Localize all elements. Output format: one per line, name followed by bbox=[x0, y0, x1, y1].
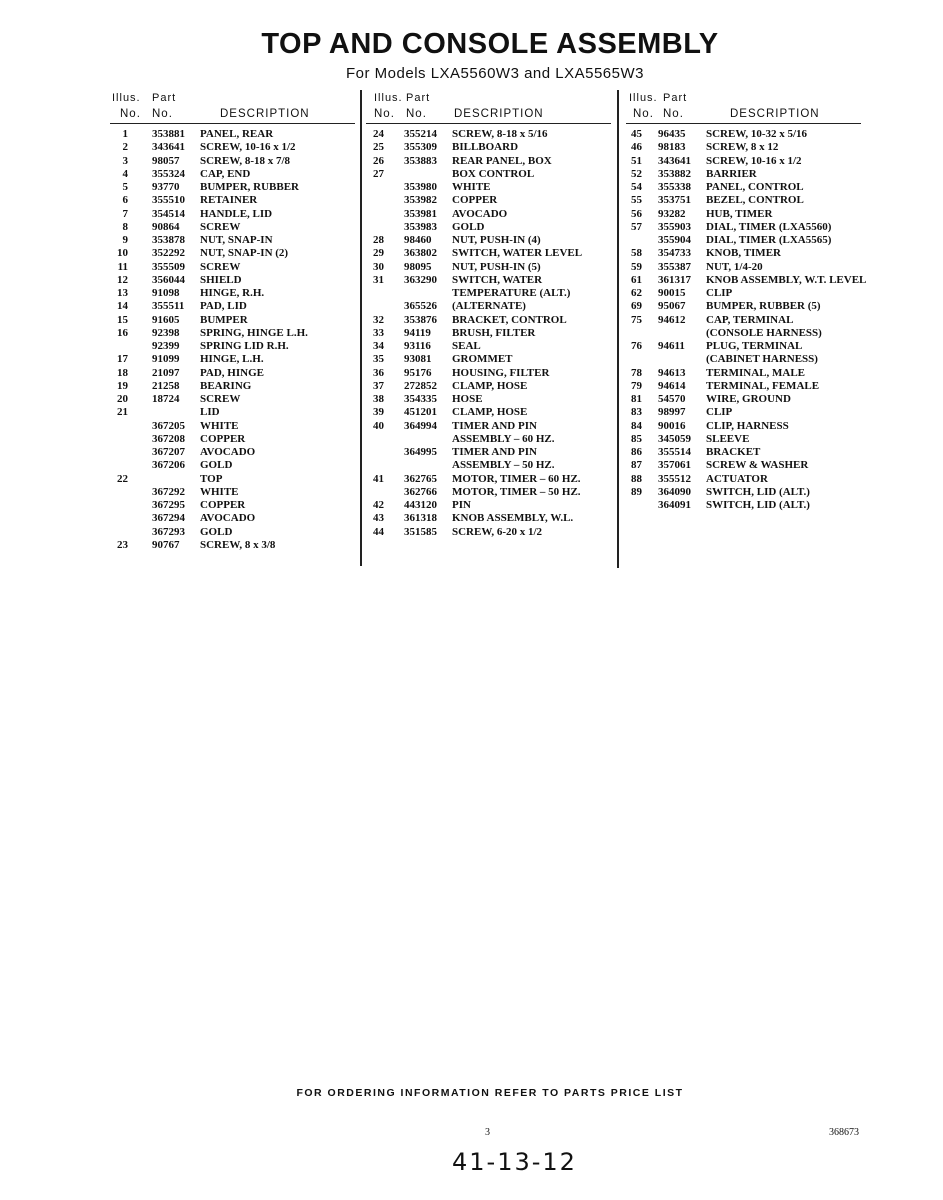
part-description: CLIP bbox=[706, 287, 733, 299]
part-number: 91099 bbox=[152, 353, 180, 366]
illus-number: 46 bbox=[631, 141, 642, 154]
illus-number: 19 bbox=[117, 379, 128, 392]
part-number: 94611 bbox=[658, 340, 685, 352]
part-description: PIN bbox=[452, 499, 471, 511]
illus-number: 21 bbox=[117, 406, 128, 419]
part-description: CLIP bbox=[706, 406, 733, 419]
part-number: 90016 bbox=[658, 419, 686, 432]
part-number: 355338 bbox=[658, 181, 691, 193]
part-number: 363802 bbox=[404, 247, 437, 260]
illus-number: 84 bbox=[631, 419, 642, 432]
header-description: DESCRIPTION bbox=[454, 108, 544, 120]
part-number: 351585 bbox=[404, 525, 437, 538]
part-number: 355904 bbox=[658, 234, 691, 246]
illus-number: 28 bbox=[373, 234, 384, 246]
part-number: 18724 bbox=[152, 393, 180, 405]
part-number: 364995 bbox=[404, 446, 437, 458]
part-description: DIAL, TIMER (LXA5560) bbox=[706, 220, 832, 233]
part-number: 98997 bbox=[658, 406, 686, 419]
part-number: 98057 bbox=[152, 154, 180, 167]
header-illus: Illus. bbox=[374, 92, 403, 104]
part-description: BRACKET bbox=[706, 446, 761, 458]
part-description: TIMER AND PIN bbox=[452, 446, 537, 458]
part-number: 353883 bbox=[404, 154, 437, 167]
part-number: 93116 bbox=[404, 340, 431, 352]
illus-number: 20 bbox=[117, 393, 128, 405]
part-description: TEMPERATURE (ALT.) bbox=[452, 287, 571, 299]
part-number: 96435 bbox=[658, 128, 686, 140]
header-description: DESCRIPTION bbox=[220, 108, 310, 120]
illus-number: 40 bbox=[373, 419, 384, 432]
illus-number: 10 bbox=[117, 247, 128, 260]
illus-number: 75 bbox=[631, 313, 642, 326]
part-description: BEARING bbox=[200, 379, 252, 392]
part-description: GOLD bbox=[452, 220, 485, 233]
part-description: KNOB ASSEMBLY, W.L. bbox=[452, 512, 574, 525]
illus-number: 6 bbox=[122, 194, 128, 207]
part-number: 98460 bbox=[404, 234, 432, 246]
part-description: MOTOR, TIMER – 50 HZ. bbox=[452, 485, 581, 498]
illus-number: 79 bbox=[631, 379, 642, 392]
illus-number: 51 bbox=[631, 154, 642, 167]
part-number: 93282 bbox=[658, 207, 686, 220]
part-description: MOTOR, TIMER – 60 HZ. bbox=[452, 472, 581, 485]
illus-number: 2 bbox=[122, 141, 128, 154]
illus-number: 30 bbox=[373, 260, 384, 273]
illus-number: 89 bbox=[631, 485, 642, 498]
part-description: CLAMP, HOSE bbox=[452, 406, 528, 419]
part-number: 364994 bbox=[404, 419, 437, 432]
part-description: CLIP, HARNESS bbox=[706, 419, 789, 432]
part-description: SWITCH, WATER LEVEL bbox=[452, 247, 583, 260]
part-number: 93081 bbox=[404, 353, 432, 366]
illus-number: 16 bbox=[117, 326, 128, 339]
part-description: SHIELD bbox=[200, 273, 242, 286]
header-part-no: No. bbox=[406, 108, 427, 120]
page-number: 3 bbox=[485, 1127, 490, 1138]
part-number: 367294 bbox=[152, 512, 185, 525]
part-description: CLAMP, HOSE bbox=[452, 379, 528, 392]
column-divider bbox=[360, 90, 362, 566]
header-part-no: No. bbox=[663, 108, 684, 120]
part-description: HINGE, R.H. bbox=[200, 287, 265, 299]
header-illus-no: No. bbox=[374, 108, 395, 120]
part-number: 355214 bbox=[404, 128, 437, 140]
part-number: 367205 bbox=[152, 419, 185, 432]
part-description: SCREW, 8-18 x 7/8 bbox=[200, 154, 291, 167]
part-description: SCREW & WASHER bbox=[706, 459, 809, 472]
part-description: PAD, LID bbox=[200, 300, 247, 313]
header-illus-no: No. bbox=[633, 108, 654, 120]
part-description: COPPER bbox=[452, 194, 498, 207]
part-description: ASSEMBLY – 60 HZ. bbox=[452, 432, 555, 445]
illus-number: 41 bbox=[373, 472, 384, 485]
part-number: 272852 bbox=[404, 379, 437, 392]
illus-number: 62 bbox=[631, 287, 642, 299]
part-number: 355511 bbox=[152, 300, 185, 313]
header-rule bbox=[110, 123, 355, 124]
part-description: HANDLE, LID bbox=[200, 207, 273, 220]
illus-number: 81 bbox=[631, 393, 642, 405]
part-description: NUT, PUSH-IN (4) bbox=[452, 234, 541, 246]
header-illus-no: No. bbox=[120, 108, 141, 120]
illus-number: 4 bbox=[122, 167, 128, 180]
part-description: HOSE bbox=[452, 393, 483, 405]
part-description: PLUG, TERMINAL bbox=[706, 340, 803, 352]
part-number: 354335 bbox=[404, 393, 437, 405]
part-description: SCREW, 10-32 x 5/16 bbox=[706, 128, 808, 140]
page-title: TOP AND CONSOLE ASSEMBLY bbox=[261, 28, 719, 60]
part-description: SLEEVE bbox=[706, 432, 750, 445]
illus-number: 25 bbox=[373, 141, 384, 154]
part-number: 362765 bbox=[404, 472, 437, 485]
part-number: 355309 bbox=[404, 141, 437, 154]
illus-number: 37 bbox=[373, 379, 384, 392]
illus-number: 22 bbox=[117, 472, 128, 485]
part-number: 353878 bbox=[152, 234, 185, 246]
part-number: 352292 bbox=[152, 247, 185, 260]
part-number: 92399 bbox=[152, 340, 180, 352]
part-number: 95176 bbox=[404, 366, 432, 379]
part-description: GOLD bbox=[200, 459, 233, 472]
illus-number: 5 bbox=[122, 181, 128, 193]
part-description: PAD, HINGE bbox=[200, 366, 264, 379]
part-description: BOX CONTROL bbox=[452, 167, 535, 180]
part-description: SCREW, 8 x 12 bbox=[706, 141, 779, 154]
part-number: 354733 bbox=[658, 247, 691, 260]
part-description: SPRING LID R.H. bbox=[200, 340, 289, 352]
part-description: TOP bbox=[200, 472, 223, 485]
part-number: 367207 bbox=[152, 446, 185, 458]
part-description: WHITE bbox=[200, 485, 239, 498]
part-description: CAP, END bbox=[200, 167, 251, 180]
part-description: BRUSH, FILTER bbox=[452, 326, 536, 339]
part-description: GOLD bbox=[200, 525, 233, 538]
part-description: SCREW bbox=[200, 393, 241, 405]
part-description: BARRIER bbox=[706, 167, 757, 180]
part-description: BUMPER bbox=[200, 313, 248, 326]
part-number: 91605 bbox=[152, 313, 180, 326]
models-subtitle: For Models LXA5560W3 and LXA5565W3 bbox=[346, 65, 644, 82]
illus-number: 9 bbox=[122, 234, 128, 246]
header-part: Part bbox=[663, 92, 688, 104]
header-part-no: No. bbox=[152, 108, 173, 120]
header-illus: Illus. bbox=[629, 92, 658, 104]
header-part: Part bbox=[152, 92, 177, 104]
part-description: SCREW, 6-20 x 1/2 bbox=[452, 525, 543, 538]
part-description: TERMINAL, FEMALE bbox=[706, 379, 820, 392]
part-number: 355903 bbox=[658, 220, 691, 233]
part-description: SWITCH, LID (ALT.) bbox=[706, 499, 810, 511]
header-description: DESCRIPTION bbox=[730, 108, 820, 120]
part-number: 356044 bbox=[152, 273, 185, 286]
part-number: 443120 bbox=[404, 499, 437, 511]
illus-number: 38 bbox=[373, 393, 384, 405]
part-description: SCREW bbox=[200, 220, 241, 233]
illus-number: 27 bbox=[373, 167, 384, 180]
part-number: 21258 bbox=[152, 379, 180, 392]
part-description: ACTUATOR bbox=[706, 472, 768, 485]
ordering-footer: FOR ORDERING INFORMATION REFER TO PARTS PRICE LIST bbox=[296, 1087, 684, 1099]
part-number: 355512 bbox=[658, 472, 691, 485]
illus-number: 57 bbox=[631, 220, 642, 233]
illus-number: 69 bbox=[631, 300, 642, 313]
part-description: BILLBOARD bbox=[452, 141, 519, 154]
header-part: Part bbox=[406, 92, 431, 104]
illus-number: 36 bbox=[373, 366, 384, 379]
illus-number: 7 bbox=[122, 207, 128, 220]
part-number: 355509 bbox=[152, 260, 185, 273]
column-divider bbox=[617, 90, 619, 568]
illus-number: 83 bbox=[631, 406, 642, 419]
part-number: 361318 bbox=[404, 512, 437, 525]
part-number: 361317 bbox=[658, 273, 691, 286]
illus-number: 18 bbox=[117, 366, 128, 379]
part-number: 98183 bbox=[658, 141, 686, 154]
handwritten-note: 41-13-12 bbox=[452, 1148, 577, 1176]
illus-number: 3 bbox=[122, 154, 128, 167]
part-description: BUMPER, RUBBER bbox=[200, 181, 300, 193]
part-description: (CABINET HARNESS) bbox=[706, 353, 818, 366]
part-number: 343641 bbox=[658, 154, 691, 167]
illus-number: 24 bbox=[373, 128, 384, 140]
part-description: HINGE, L.H. bbox=[200, 353, 264, 366]
part-description: COPPER bbox=[200, 432, 246, 445]
illus-number: 33 bbox=[373, 326, 384, 339]
part-description: BUMPER, RUBBER (5) bbox=[706, 300, 821, 313]
illus-number: 56 bbox=[631, 207, 642, 220]
part-description: WHITE bbox=[452, 181, 491, 193]
part-number: 357061 bbox=[658, 459, 691, 472]
part-description: PANEL, CONTROL bbox=[706, 181, 804, 193]
part-number: 98095 bbox=[404, 260, 432, 273]
illus-number: 55 bbox=[631, 194, 642, 207]
part-number: 353876 bbox=[404, 313, 437, 326]
part-number: 367295 bbox=[152, 499, 185, 511]
part-description: REAR PANEL, BOX bbox=[452, 154, 552, 167]
part-number: 355510 bbox=[152, 194, 185, 207]
part-description: BEZEL, CONTROL bbox=[706, 194, 804, 207]
part-number: 367292 bbox=[152, 485, 185, 498]
part-description: TERMINAL, MALE bbox=[706, 366, 806, 379]
part-number: 353980 bbox=[404, 181, 437, 193]
illus-number: 61 bbox=[631, 273, 642, 286]
illus-number: 86 bbox=[631, 446, 642, 458]
illus-number: 42 bbox=[373, 499, 384, 511]
part-number: 94614 bbox=[658, 379, 686, 392]
part-description: (CONSOLE HARNESS) bbox=[706, 326, 822, 339]
part-number: 451201 bbox=[404, 406, 437, 419]
part-description: ASSEMBLY – 50 HZ. bbox=[452, 459, 555, 472]
illus-number: 31 bbox=[373, 273, 384, 286]
part-description: CAP, TERMINAL bbox=[706, 313, 794, 326]
part-description: KNOB ASSEMBLY, W.T. LEVEL bbox=[706, 273, 867, 286]
part-description: (ALTERNATE) bbox=[452, 300, 526, 313]
part-description: SCREW, 10-16 x 1/2 bbox=[706, 154, 802, 167]
part-description: TIMER AND PIN bbox=[452, 419, 537, 432]
part-number: 365526 bbox=[404, 300, 437, 313]
illus-number: 35 bbox=[373, 353, 384, 366]
part-number: 21097 bbox=[152, 366, 180, 379]
header-rule bbox=[626, 123, 861, 124]
illus-number: 43 bbox=[373, 512, 384, 525]
header-illus: Illus. bbox=[112, 92, 141, 104]
illus-number: 52 bbox=[631, 167, 642, 180]
part-description: BRACKET, CONTROL bbox=[452, 313, 567, 326]
part-number: 92398 bbox=[152, 326, 180, 339]
header-rule bbox=[366, 123, 611, 124]
illus-number: 12 bbox=[117, 273, 128, 286]
part-number: 94613 bbox=[658, 366, 686, 379]
illus-number: 23 bbox=[117, 538, 128, 551]
part-number: 367206 bbox=[152, 459, 185, 472]
part-description: AVOCADO bbox=[452, 207, 508, 220]
part-description: SCREW bbox=[200, 260, 241, 273]
illus-number: 87 bbox=[631, 459, 642, 472]
part-number: 353982 bbox=[404, 194, 437, 207]
illus-number: 85 bbox=[631, 432, 642, 445]
part-description: SWITCH, WATER bbox=[452, 273, 543, 286]
document-number: 368673 bbox=[829, 1127, 859, 1138]
illus-number: 78 bbox=[631, 366, 642, 379]
part-description: NUT, PUSH-IN (5) bbox=[452, 260, 541, 273]
part-description: HOUSING, FILTER bbox=[452, 366, 550, 379]
part-description: SWITCH, LID (ALT.) bbox=[706, 485, 810, 498]
part-number: 90015 bbox=[658, 287, 686, 299]
part-description: RETAINER bbox=[200, 194, 258, 207]
part-description: PANEL, REAR bbox=[200, 128, 274, 140]
illus-number: 44 bbox=[373, 525, 384, 538]
part-number: 353882 bbox=[658, 167, 691, 180]
illus-number: 11 bbox=[117, 260, 128, 273]
illus-number: 17 bbox=[117, 353, 128, 366]
illus-number: 26 bbox=[373, 154, 384, 167]
part-number: 353751 bbox=[658, 194, 691, 207]
part-number: 345059 bbox=[658, 432, 691, 445]
part-number: 95067 bbox=[658, 300, 686, 313]
illus-number: 45 bbox=[631, 128, 642, 140]
part-number: 367208 bbox=[152, 432, 185, 445]
part-description: AVOCADO bbox=[200, 512, 256, 525]
part-number: 90767 bbox=[152, 538, 180, 551]
part-description: SEAL bbox=[452, 340, 481, 352]
part-number: 90864 bbox=[152, 220, 180, 233]
part-description: NUT, SNAP-IN (2) bbox=[200, 247, 289, 260]
part-description: SCREW, 8-18 x 5/16 bbox=[452, 128, 548, 140]
part-number: 364090 bbox=[658, 485, 691, 498]
part-number: 353983 bbox=[404, 220, 437, 233]
part-number: 362766 bbox=[404, 485, 437, 498]
part-description: KNOB, TIMER bbox=[706, 247, 781, 260]
part-number: 354514 bbox=[152, 207, 185, 220]
part-number: 355387 bbox=[658, 260, 691, 273]
part-number: 355514 bbox=[658, 446, 691, 458]
part-description: DIAL, TIMER (LXA5565) bbox=[706, 234, 832, 246]
part-description: COPPER bbox=[200, 499, 246, 511]
part-description: SCREW, 8 x 3/8 bbox=[200, 538, 276, 551]
illus-number: 14 bbox=[117, 300, 128, 313]
illus-number: 1 bbox=[122, 128, 128, 140]
part-number: 353881 bbox=[152, 128, 185, 140]
part-number: 94119 bbox=[404, 326, 431, 339]
part-number: 94612 bbox=[658, 313, 686, 326]
illus-number: 39 bbox=[373, 406, 384, 419]
part-description: LID bbox=[200, 406, 220, 419]
part-description: GROMMET bbox=[452, 353, 513, 366]
part-number: 353981 bbox=[404, 207, 437, 220]
part-number: 91098 bbox=[152, 287, 180, 299]
part-number: 355324 bbox=[152, 167, 185, 180]
part-number: 363290 bbox=[404, 273, 437, 286]
illus-number: 34 bbox=[373, 340, 384, 352]
part-description: NUT, SNAP-IN bbox=[200, 234, 273, 246]
part-number: 93770 bbox=[152, 181, 180, 193]
part-description: AVOCADO bbox=[200, 446, 256, 458]
illus-number: 76 bbox=[631, 340, 642, 352]
illus-number: 54 bbox=[631, 181, 642, 193]
illus-number: 58 bbox=[631, 247, 642, 260]
illus-number: 15 bbox=[117, 313, 128, 326]
illus-number: 32 bbox=[373, 313, 384, 326]
part-description: SCREW, 10-16 x 1/2 bbox=[200, 141, 296, 154]
illus-number: 29 bbox=[373, 247, 384, 260]
illus-number: 8 bbox=[122, 220, 128, 233]
part-description: WIRE, GROUND bbox=[706, 393, 791, 405]
illus-number: 59 bbox=[631, 260, 642, 273]
part-description: WHITE bbox=[200, 419, 239, 432]
part-number: 54570 bbox=[658, 393, 686, 405]
part-number: 367293 bbox=[152, 525, 185, 538]
part-number: 343641 bbox=[152, 141, 185, 154]
part-number: 364091 bbox=[658, 499, 691, 511]
illus-number: 88 bbox=[631, 472, 642, 485]
part-description: SPRING, HINGE L.H. bbox=[200, 326, 308, 339]
part-description: NUT, 1/4-20 bbox=[706, 260, 763, 273]
part-description: HUB, TIMER bbox=[706, 207, 773, 220]
illus-number: 13 bbox=[117, 287, 128, 299]
